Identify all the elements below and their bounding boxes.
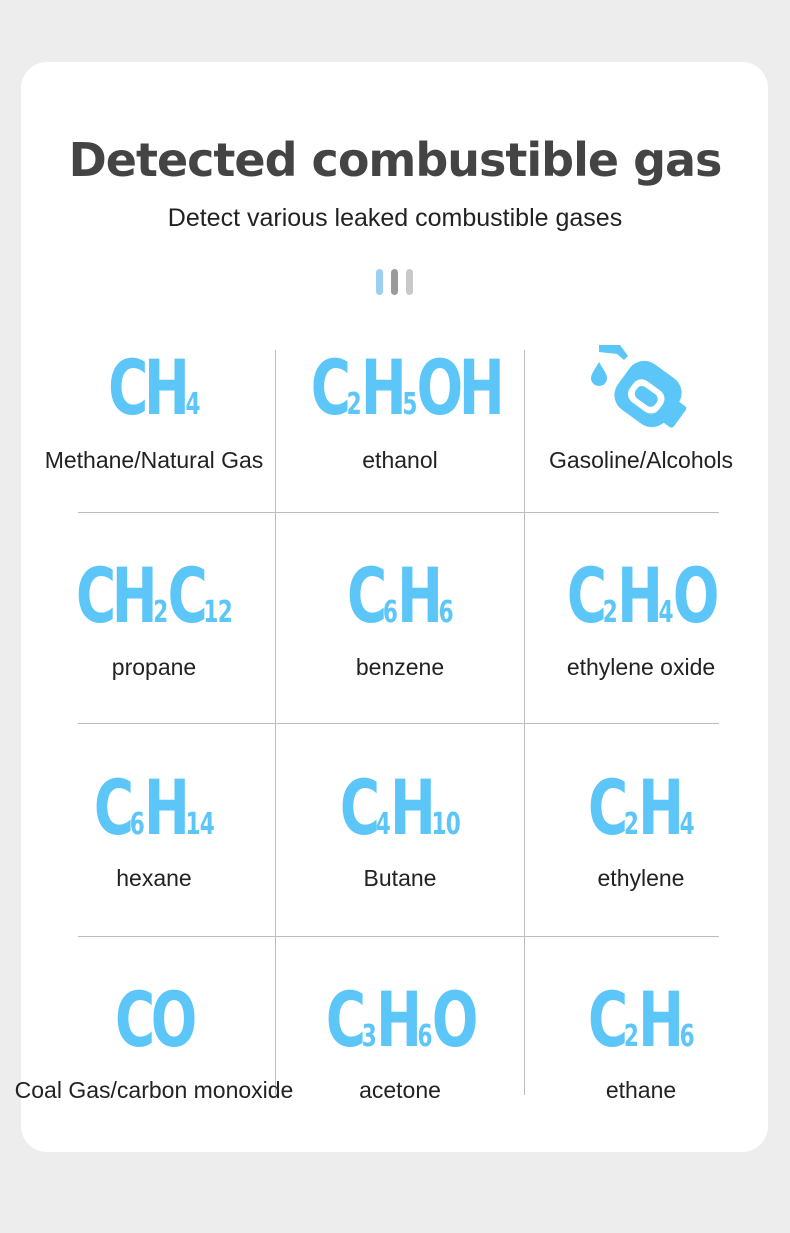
chemical-formula bbox=[65, 763, 244, 865]
chemical-formula bbox=[65, 551, 244, 653]
formula-symbol: C bbox=[93, 763, 130, 852]
formula-subscript: 4 bbox=[658, 595, 673, 630]
formula-symbol: H bbox=[390, 763, 432, 852]
formula-subscript: 6 bbox=[679, 1019, 694, 1054]
grid-divider bbox=[78, 723, 719, 724]
gas-name: ethanol bbox=[362, 447, 438, 473]
chemical-formula bbox=[310, 343, 501, 445]
formula-subscript: 2 bbox=[153, 595, 168, 630]
formula-subscript: 2 bbox=[623, 807, 639, 842]
chemical-formula bbox=[552, 975, 731, 1077]
dot-indicator bbox=[391, 269, 398, 295]
formula-symbol: C bbox=[310, 343, 347, 432]
formula-subscript: 6 bbox=[417, 1019, 432, 1054]
formula-subscript: 5 bbox=[402, 387, 417, 422]
gas-name: ethane bbox=[605, 1077, 677, 1103]
fuel-nozzle-icon bbox=[586, 342, 698, 435]
chemical-formula bbox=[552, 551, 731, 653]
formula-subscript: 6 bbox=[129, 807, 145, 842]
formula-symbol: CH bbox=[75, 551, 154, 640]
formula-symbol: C bbox=[325, 975, 362, 1064]
formula-symbol: OH bbox=[416, 343, 501, 432]
gas-name: propane bbox=[111, 654, 197, 680]
page-subtitle: Detect various leaked combustible gases bbox=[167, 204, 623, 232]
gas-name: Butane bbox=[363, 865, 437, 891]
grid-divider bbox=[78, 936, 719, 937]
chemical-formula bbox=[552, 763, 731, 865]
formula-subscript: 2 bbox=[602, 595, 618, 630]
formula-subscript: 4 bbox=[375, 807, 391, 842]
gas-name: hexane bbox=[116, 865, 192, 891]
gas-name: benzene bbox=[355, 654, 445, 680]
formula-subscript: 10 bbox=[431, 807, 461, 842]
chemical-formula bbox=[311, 763, 490, 865]
formula-symbol: H bbox=[638, 763, 680, 852]
formula-symbol: H bbox=[397, 551, 439, 640]
formula-symbol: H bbox=[638, 975, 680, 1064]
formula-subscript: 6 bbox=[382, 595, 398, 630]
formula-symbol: H bbox=[360, 343, 403, 432]
chemical-formula bbox=[65, 343, 244, 445]
gas-name: Gasoline/Alcohols bbox=[548, 447, 734, 473]
dot-indicator bbox=[406, 269, 413, 295]
formula-symbol: CO bbox=[114, 975, 194, 1064]
formula-symbol: H bbox=[144, 763, 186, 852]
formula-subscript: 12 bbox=[203, 595, 233, 630]
formula-symbol: CH bbox=[108, 343, 186, 432]
chemical-formula bbox=[65, 975, 244, 1064]
dot-indicator bbox=[376, 269, 383, 295]
grid-divider bbox=[78, 512, 719, 513]
page-title: Detected combustible gas bbox=[68, 133, 722, 187]
gas-name: acetone bbox=[359, 1077, 441, 1103]
chemical-formula bbox=[311, 975, 490, 1077]
formula-symbol: C bbox=[167, 551, 204, 640]
formula-subscript: 4 bbox=[679, 807, 694, 842]
gas-name: Methane/Natural Gas bbox=[44, 447, 264, 473]
formula-subscript: 2 bbox=[623, 1019, 639, 1054]
formula-subscript: 14 bbox=[185, 807, 215, 842]
formula-symbol: H bbox=[617, 551, 659, 640]
formula-subscript: 4 bbox=[185, 387, 200, 422]
formula-subscript: 2 bbox=[346, 387, 361, 422]
formula-symbol: C bbox=[588, 975, 624, 1064]
formula-subscript: 6 bbox=[438, 595, 453, 630]
formula-subscript: 3 bbox=[361, 1019, 377, 1054]
gas-name: Coal Gas/carbon monoxide bbox=[14, 1077, 294, 1103]
gas-name: ethylene oxide bbox=[566, 654, 716, 680]
formula-symbol: C bbox=[588, 763, 624, 852]
gas-name: ethylene bbox=[597, 865, 685, 891]
formula-symbol: O bbox=[431, 975, 475, 1064]
chemical-formula bbox=[311, 551, 490, 653]
formula-symbol: C bbox=[339, 763, 376, 852]
formula-symbol: C bbox=[566, 551, 603, 640]
formula-symbol: O bbox=[672, 551, 716, 640]
formula-symbol: H bbox=[376, 975, 418, 1064]
formula-symbol: C bbox=[347, 551, 383, 640]
